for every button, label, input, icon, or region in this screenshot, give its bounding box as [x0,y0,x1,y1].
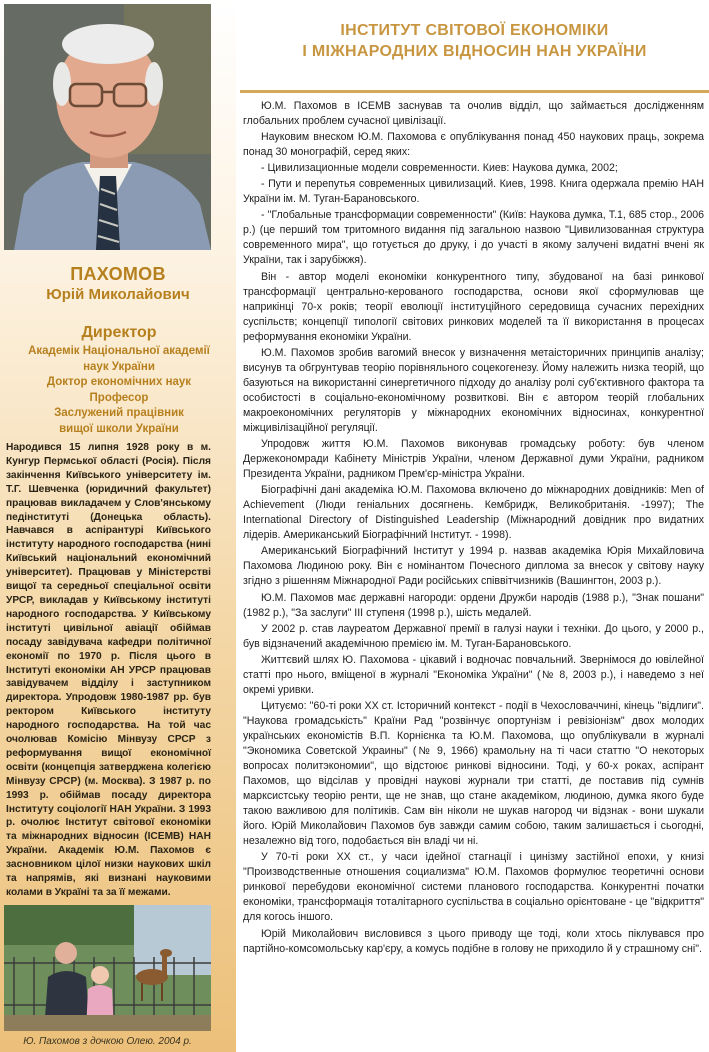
article-paragraph: - Пути и перепутья современных цивилизаций. Киев, 1998. Книга одержала премію НАН України ім. М. Туган-Барановського. [243,178,704,206]
page-title-line: ІНСТИТУТ СВІТОВОЇ ЕКОНОМІКИ [340,22,609,39]
person-titles [6,324,232,437]
title-divider [240,90,709,93]
biography-text: Народився 15 липня 1928 року в м. Кунгур Пермської області (Росія). Після закінчення Київського університету ім. Т.Г. Шевченка (юридичний факультет) працював викладачем у Слов'янському педінституті (Донецька область). Навчався в аспірантурі Київського інституту народного господарства (нині Київський національний економічний університет). Працював у Міністерстві вищої та середньої спеціальної освіти УРСР, викладав у Київському інституті народного господарства. У Київському інституті цивільної авіації обіймав посаду завідувача кафедри політичної економії по 1970 р. Після цього в Інституті економіки АН УРСР працював завідувачем відділу і заступником директора. Упродовж 1980-1987 рр. був ректором Київського інституту народного господарства. На той час очолював Комісію Мінвузу СРСР з реформування вищої економічної освіти (концепція затверджена колегією Мінвузу СРСР) (м. Москва). З 1987 р. по 1993 р. обіймав посаду директора Інституту соціології НАН України. З 1993 р. очолює Інститут світової економіки та міжнародних відносин (ІСЕМВ) НАН України. Академік Ю.М. Пахомов є засновником цілої низки наукових шкіл та напрямів, які визнані науковими колами в Україні та за її межами. [6,442,211,898]
person-title-line: Заслужений працівник [54,407,184,419]
article-paragraph: Науковим внеском Ю.М. Пахомова є опублікування понад 450 наукових праць, зокрема понад 30 монографій, серед яких: [243,131,704,159]
article-paragraph: Ю.М. Пахомов в ІСЕМВ заснував та очолив відділ, що займається дослідженням глобальних проблем сучасної цивілізації. [243,100,704,128]
person-title-line: Професор [89,391,149,404]
article-paragraph: Біографічні дані академіка Ю.М. Пахомова включено до міжнародних довідників: Men of Achievement (Люди геніальних досягнень. Кембридж, Великобританія. -1997); The International Directory of Distinguished Leadership (Міжнародний довідник про видатних лідерів. Американський Біографічний Інститут. - 1998). [243,484,704,542]
profile-sidebar [0,0,236,1052]
person-surname: ПАХОМОВ [70,264,166,284]
article-paragraph: - Цивилизационные модели современности. Киев: Наукова думка, 2002; [261,162,618,175]
article-paragraph: Він - автор моделі економіки конкурентного типу, збудованої на базі ринкової трансформації центрально-керованого господарства, основи якої сформулював ще наприкінці 70-х років; теорії еволюції інституційного середовища сучасних перехідних суспільств; концепції типології світових ринкових моделей та її використання в процесах реформування економіки України. [243,270,704,343]
portrait-photo [4,4,211,250]
article-paragraph: Упродовж життя Ю.М. Пахомов виконував громадську роботу: був членом Держекономради Кабінету Міністрів України, членом Державної думи України, радником Президента України, радником Прем'єр-міністра України. [243,438,704,481]
article-paragraph: Американський Біографічний Інститут у 1994 р. назвав академіка Юрія Михайловича Пахомова Людиною року. Він є номінантом Почесного диплома за внесок у світову науку згідно з рішенням Міжнародної Ради російських співвітчизників (Вашингтон, 2003 р.). [243,545,704,588]
article-paragraph: У 2002 р. став лауреатом Державної премії в галузі науки і техніки. До цього, у 2000 р., був відзначений академічною премією ім. М. Туган-Барановського. [243,622,704,650]
photo-caption: Ю. Пахомов з дочкою Олею. 2004 р. [23,1036,192,1047]
person-title-line: Доктор економічних наук [46,376,192,388]
article-paragraph: Ю.М. Пахомов зробив вагомий внесок у визначення метаісторичних принципів аналізу; висунув та обгрунтував теорію порівняльного соцекогенезу. Йому належить низка теорій, що базуються на використанні синергетичного підходу до аналізу ролі суб'єктивного фактора та особистості в соціально-економічному розвиткові. Він є автором теорій глобальних макроекономічних регуляторів у міжнародних економічних відносинах, конкурентної міжцивілізаційної регуляції. [243,346,704,434]
article-paragraph: Юрій Миколайович висловився з цього приводу ще тоді, коли хтось піклувався про партійно-комсомольську кар'єру, а комусь подібне в голову не приходило й у страшному сні". [243,927,704,955]
article-body [243,99,704,957]
portrait-illustration [4,4,211,250]
article-paragraph: Ю.М. Пахомов має державні нагороди: ордени Дружби народів (1988 р.), "Знак пошани" (1982 р.), "За заслуги" ІІІ ступеня (1998 р.), шість медалей. [243,591,704,619]
person-role: Директор [81,324,157,341]
article-paragraph: У 70-ті роки ХХ ст., у часи ідейної стагнації і цинізму застійної епохи, у книзі "Производственные отношения социализма" Ю.М. Пахомов формулює теоретичні основи ринкової перебудови економічної системи планового господарства. Конкурентні початки економіки, трансформація тоталітарного суспільства в соціально орієнтоване - це "відкриття" для когось іншого. [243,851,704,924]
article-paragraph: Цитуємо: "60-ті роки ХХ ст. Історичний контекст - події в Чехословаччині, кінець "відлиги". "Наукова громадськість" Країни Рад "розвінчує опортунізм і ревізіонізм" двох молодих українських економістів В.П. Корнієнка та Ю.М. Пахомова, що опублікували в журналі "Экономика Советской Украины" (№ 9, 1966) крамольну на ті часи статтю "О некоторых вопросах политэкономии", що відстоює ринкові відносини. Тоді, у 60-х роках, аспірант Пахомов, що відсілав у провідні наукові журнали три статті, де поставив під сумнів марксистську теорію ренти, ще не знав, що стане академіком, людиною, думка якого буде такою важливою для політиків. Сам він ніколи не шукав нагород чи відзнак - вони шукали його. Юрій Миколайович Пахомов був завжди самим собою, таким залишається і сьогодні, незалежно від того, подобається він владі чи ні. [243,699,704,848]
person-title-line: Академік Національної академії [28,345,210,357]
person-title-line: вищої школи України [59,422,179,435]
family-photo-illustration [4,905,211,1031]
page-title [240,20,709,62]
page-title-line: І МІЖНАРОДНИХ ВІДНОСИН НАН УКРАЇНИ [302,43,647,60]
article-paragraph: - "Глобальные трансформации современности" (Київ: Наукова думка, Т.1, 685 стор., 2006 р.) (це перший том тритомного видання під загальною назвою "Цивилизованная структура современного мира", що готується до друку, і до участі в якому залучені видатні вчені як України, так і зарубіжжя). [243,209,704,267]
family-photo [4,905,211,1031]
article-paragraph: Життєвий шлях Ю. Пахомова - цікавий і водночас повчальний. Звернімося до ювілейної статті про нього, вміщеної в журналі "Економіка України" (№ 8, 2003 р.), і наведемо з неї окремі уривки. [243,653,704,696]
person-title-line: наук України [83,360,155,373]
person-given-name: Юрій Миколайович [46,286,190,303]
